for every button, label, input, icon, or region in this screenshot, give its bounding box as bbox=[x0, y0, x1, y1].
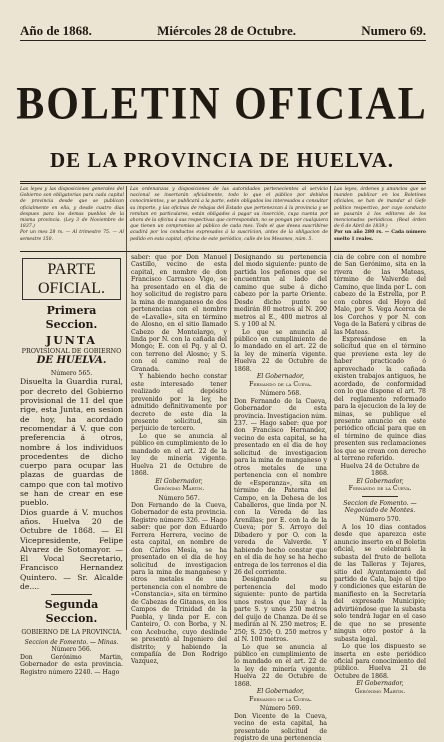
parte-oficial-heading: PARTE OFICIAL. bbox=[22, 258, 121, 300]
column-1 bbox=[20, 254, 123, 676]
prelim-notice-legal bbox=[20, 187, 124, 249]
prelim-notice-ordinances bbox=[130, 187, 328, 249]
notice-number: Número 569. bbox=[259, 705, 302, 713]
signature-name: Fernando de la Cueva. bbox=[348, 485, 412, 493]
notice-body: Expresándose en la solicitud que en el término que previene esta ley de haber practicado ó aprovechado la cañada existen trabajos antiguos, he acordado, de conformidad con lo que dispone el art. 78 del reglamento reformado para la ejecucion de la ley de minas, se publique el presente anuncio en este periódico oficial para que en el término de quince dias presenten sus reclamaciones los que se crean con derecho al terreno referido. bbox=[334, 335, 426, 463]
masthead-rule-double bbox=[20, 183, 426, 184]
masthead-info-bar bbox=[20, 22, 426, 41]
fomento-minas-heading: Seccion de Fomento. — Minas. bbox=[24, 638, 119, 646]
notice-body: Lo que los dispuesto se inserta en este periódico oficial para conocimiento del público. Huelva 21 de Octubre de 1868. bbox=[334, 643, 426, 680]
notice-body: Don Vicente de la Cueva, vecino de esta capital, ha presentado solicitud de registro de una pertenencia bbox=[234, 712, 327, 742]
notice-body: Disuelta la Guardia rural, por decreto del Gobierno provisional de 11 del que rige, esta Junta, en sesion de hoy, ha acordado recomendar á V. que con preferencia á otros, nombre á los individuos procedentes de dicho cuerpo para ocupar las plazas de guardas de campo que con tal motivo se han de crear en ese pueblo. bbox=[20, 377, 123, 508]
prelim-notice-orders bbox=[334, 187, 426, 249]
notice-body: saber: que por Don Manuel Castillo, vecino de esta capital, en nombre de don Francisco Carrasco Vigo, se ha presentado en el dia de hoy solicitud de registro para la mina de manganeso de dos pertenencias con el nombre de «Lavalle», sita en término de Alosno, en el sitio llamado Cabezo de Montelargo, y linda por N. con la cañada del Mongo; E. con el Pq. y al O. con terreno del Alosno; y S. con el camino real de Granada. bbox=[131, 254, 227, 373]
newspaper-title: BOLETIN OFICIAL bbox=[16, 78, 428, 130]
primera-seccion-heading: Primera Seccion. bbox=[45, 304, 98, 331]
notice-body: Lo que se anuncia al público en cumplimiento de lo mandado en el art. 22 de la ley de minería vigente. Huelva 22 de Octubre de 1868. bbox=[234, 643, 327, 688]
junta-heading: JUNTA bbox=[46, 334, 97, 347]
notice-body: Designando su pertenencia del modo siguiente: punto de partida unos restos que hay á la parte S. y unos 250 metros del guijo de Chanza. De él se medirán al N. 250 metros; E. 250; S. 250; O. 250 metros y al N. 100 metros. bbox=[234, 576, 327, 644]
notice-body: Designando su pertenencia del modo siguiente: punto de partida los peñones que se encuentran al lado del camino que sube á dicho cabezo por la parte Oriente. Desde dicho punto se medirán 80 metros al N. 200 metros al E., 400 metros al S. y 100 al N. bbox=[234, 254, 327, 329]
gobierno-heading: GOBIERNO DE LA PROVINCIA. bbox=[21, 629, 122, 637]
segunda-seccion-heading: Segunda Seccion. bbox=[44, 598, 99, 626]
notice-number: Número 566. bbox=[51, 646, 92, 654]
junta-subheading: PROVISIONAL DE GOBIERNO bbox=[21, 347, 122, 355]
notice-body: Lo que se anuncia al público en cumplimiento de lo mandado en el art. 22 de la ley de minería vigente. Huelva 21 de Octubre de 1868. bbox=[131, 432, 227, 478]
signature-title: El Gobernador, bbox=[356, 477, 404, 485]
prelim-legal-text: Las leyes y las disposiciones generales del Gobierno son obligatorias para cada capital de provincia desde que se publican oficialmente en ella, y desde cuatro dias despues para los demas pueblos de la misma provincia. (Ley 3 de Noviembre de 1837.) bbox=[20, 187, 124, 230]
junta-city: DE HUELVA. bbox=[36, 355, 107, 366]
prelim-ordinance-text: Las ordenanzas y disposiciones de las autoridades pertenecientes al servicio nacional se insertarán oficialmente, todo lo que el público por debidos conocimientos, y se publicará a la parte, estén obligados los interesados a consultar su importe, y las oficinas de rebajas del Estado que pertenezcan á la provincia y se remitan en particulares, están obligados á pagar su inserción, cuya cuenta por ahora de la oficina á sus respectivas que correspondan, no se pongan por cualquiera que tienen un compromiso al público de cada mes. Todo el que desea suscribirse acudirá por los conductos expresados á la suscricion, antes de la obligacion de pedido en esta capital, oficina de este periódico, calle de los Mesones, núm. 5. bbox=[130, 187, 328, 242]
section-separator bbox=[51, 594, 92, 595]
masthead-rule bbox=[20, 181, 426, 182]
prelim-rule bbox=[20, 251, 426, 252]
notice-number: Número 570. bbox=[359, 516, 401, 524]
issue-date: Miércoles 28 de Octubre. bbox=[157, 23, 296, 38]
column-divider bbox=[330, 186, 331, 630]
fomento-montes-heading: Seccion de Fomento. — Negociado de Montes. bbox=[343, 499, 417, 514]
signature-name: Fernando de la Cueva. bbox=[249, 695, 312, 703]
notice-body: Y habiendo hecho constar este interesado tener realizado el depósito prevenido por la ley, he admitido definitivamente por decreto de este dia la presente solicitud, sin perjuicio de tercero. bbox=[131, 373, 227, 433]
prelim-subscription-prices: Por un mes 28 rs. — Al trimestre 75. — Al semestre 150. bbox=[20, 230, 124, 242]
column-2 bbox=[131, 254, 227, 666]
signature-title: El Gobernador, bbox=[256, 373, 305, 381]
column-divider bbox=[230, 254, 231, 630]
newspaper-subtitle: DE LA PROVINCIA DE HUELVA. bbox=[50, 148, 394, 172]
issue-year: Año de 1868. bbox=[20, 23, 92, 38]
notice-body: Lo que se anuncia al público en cumplimiento de lo mandado en el art. 22 de la ley de minería vigente. Huelva 22 de Octubre de 1868. bbox=[234, 328, 327, 373]
signature-title: El Gobernador, bbox=[155, 477, 203, 485]
column-divider bbox=[126, 186, 127, 630]
notice-body: Don Gerónimo Martin, Gobernador de esta provincia. Registro número 2240. — Hago bbox=[20, 653, 123, 676]
prelim-price-text: Por un año 280 rs. — Cada número suelto 1 reales. bbox=[334, 230, 426, 242]
notice-body: Don Fernando de la Cueva, Gobernador de esta provincia. Registro número 326. — Hago saber: que por don Eduardo Ferrera Herrera, vecino de esta capital, en nombre de don Cárlos Mesía, se ha presentado en el dia de hoy solicitud de investigacion para la mina de manganeso y otros metales de una pertenencia con el nombre de «Constancia», sita en término de Cabezas de Gitanos, en los Campos de Trinidad de la Puebla, y linda por E. con Canteiro, O. con Borba, y N. con Acebuche, cuyo deslinde se presentó al Ingeniero del distrito; y habiendo la compañía de Don Rodrigo Vazquez, bbox=[131, 501, 227, 666]
column-4 bbox=[334, 254, 426, 695]
prelim-orders-text: Las leyes, órdenes y anuncios que se manden publicar en los Boletines oficiales, se han de mandar al Gefe político respectivo, por cuyo conducto se pasarán á los editores de los mencionados periódicos. (Real órden de 6 de Abril de 1839.) bbox=[334, 187, 426, 230]
notice-number: Número 568. bbox=[259, 390, 302, 398]
signature-name: Fernando de la Cueva. bbox=[249, 380, 312, 388]
notice-date: Huelva 24 de Octubre de 1868. bbox=[340, 462, 420, 478]
issue-number: Numero 69. bbox=[361, 23, 426, 38]
notice-number: Número 565. bbox=[50, 370, 93, 377]
column-3 bbox=[234, 254, 327, 742]
notice-body: Don Fernando de la Cueva, Gobernador de esta provincia. Investigacion núm. 237. — Hago saber: que por don Francisco Hernandez, vecino de esta capital, se ha presentado en el dia de hoy solicitud de investigacion para la mina de manganeso y otros metales de una pertenencia con el nombre de «Esperanza», sita en término de Paterna del Campo, en la Dehesa de los Caballeros, que linda por N. con la Vereda de las Arenillas; por E. con la de la Cueva; por S. Arroyo del Dibadero y por O. con la vereda de Valverde. Y habiendo hecho constar que en el dia de hoy se ha hecho entrega de los terrenos el dia 26 del corriente. bbox=[234, 397, 327, 577]
signature-title: El Gobernador, bbox=[256, 688, 305, 696]
section-separator bbox=[362, 496, 399, 497]
signature-title: El Gobernador, bbox=[356, 680, 404, 688]
signature-name: Gerónimo Martin. bbox=[153, 485, 205, 493]
notice-closing: Dios guarde á V. muchos años. Huelva 20 de Octubre de 1868. — El Vicepresidente, Felipe Alvarez de Sotomayor. — El Vocal Secretario, Francisco Hernandez Quintero. — Sr. Alcalde de.... bbox=[20, 507, 123, 591]
notice-number: Número 567. bbox=[158, 494, 200, 502]
notice-body: cia de cobre con el nombre de San Gerónimo, sita en la rivera de las Mateas, término de Valverde del Camino, que linda por L. con cabezo de la Estrella, por P. con cobres del Hoyo del Malo, por S. Vega Acerca de los Corchos y por N. con Vega de la Batera y cibras de las Mateas. bbox=[334, 254, 426, 336]
notice-body: A los 10 dias contados desde que aparezca este anuncio inserto en el Boletin oficial, se celebrará la subasta del fruto de bellota de las Talleras y Tejares, sitio del Ayuntamiento del partido de Cala, bajo el tipo y condiciones que estarán de manifiesto en la Secretaría del expresado Municipio; advirtiéndose que la subasta solo tendrá lugar en el caso de que no se presente ningun otro postor á la subasta legal. bbox=[334, 523, 426, 643]
signature-name: Gerónimo Martin. bbox=[354, 687, 406, 695]
